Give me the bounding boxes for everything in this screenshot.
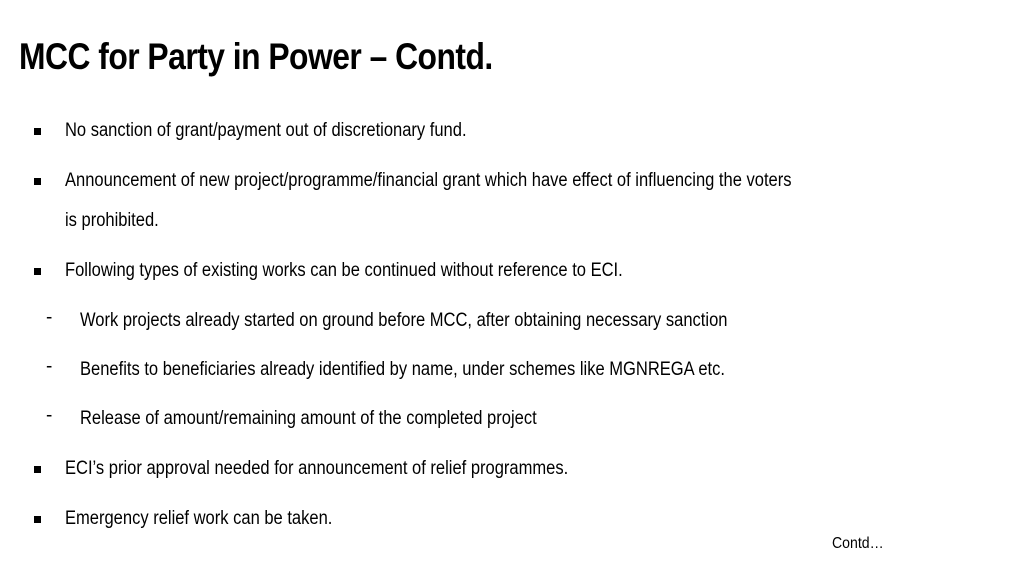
bullet-text: Announcement of new project/programme/financial grant which have effect of influencing the voters xyxy=(65,170,792,191)
continued-note: Contd… xyxy=(832,535,884,552)
sub-item-text: Benefits to beneficiaries already identified by name, under schemes like MGNREGA etc. xyxy=(80,359,725,380)
square-bullet-icon xyxy=(34,128,41,135)
bullet-text: Following types of existing works can be continued without reference to ECI. xyxy=(65,260,623,281)
square-bullet-icon xyxy=(34,268,41,275)
slide-title: MCC for Party in Power – Contd. xyxy=(19,36,493,77)
bullet-text: No sanction of grant/payment out of discretionary fund. xyxy=(65,120,467,141)
bullet-text-continuation: is prohibited. xyxy=(65,210,159,231)
square-bullet-icon xyxy=(34,466,41,473)
dash-marker: - xyxy=(46,307,53,328)
square-bullet-icon xyxy=(34,516,41,523)
square-bullet-icon xyxy=(34,178,41,185)
bullet-text: ECI’s prior approval needed for announcement of relief programmes. xyxy=(65,458,569,479)
dash-marker: - xyxy=(46,356,53,377)
bullet-text: Emergency relief work can be taken. xyxy=(65,508,333,529)
dash-marker: - xyxy=(46,405,53,426)
sub-item-text: Release of amount/remaining amount of the completed project xyxy=(80,408,537,429)
sub-item-text: Work projects already started on ground before MCC, after obtaining necessary sanction xyxy=(80,310,728,331)
